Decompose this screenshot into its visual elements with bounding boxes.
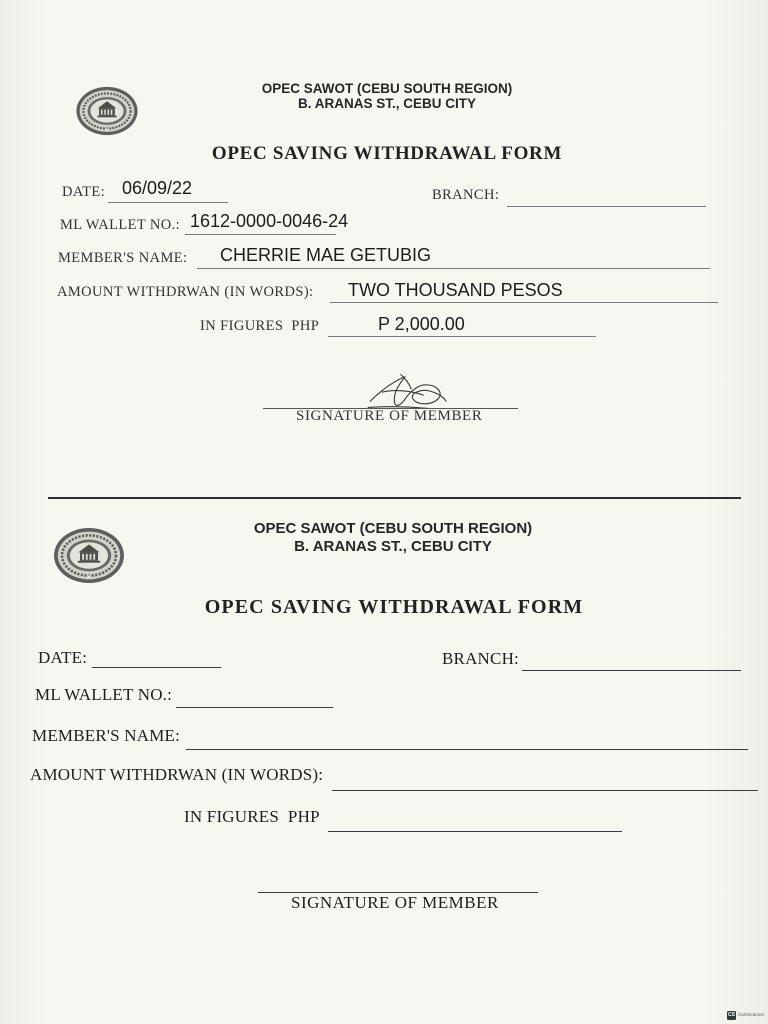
handwritten-signature xyxy=(364,370,448,412)
member-name-line xyxy=(186,749,748,750)
ml-wallet-label: ML WALLET NO.: xyxy=(60,217,181,233)
amount-words-line xyxy=(332,790,758,791)
ml-wallet-label: ML WALLET NO.: xyxy=(35,685,173,704)
camscanner-watermark xyxy=(727,1011,764,1020)
member-name-line xyxy=(197,268,710,269)
member-name-value: CHERRIE MAE GETUBIG xyxy=(220,245,432,265)
form-title: OPEC SAVING WITHDRAWAL FORM xyxy=(211,143,563,164)
amount-words-label: AMOUNT WITHDRWAN (IN WORDS): xyxy=(57,284,314,300)
branch-label: BRANCH: xyxy=(432,187,500,203)
ml-wallet-value: 1612-0000-0046-24 xyxy=(190,211,349,231)
org-address: B. ARANAS ST., CEBU CITY xyxy=(294,538,492,555)
org-name: OPEC SAWOT (CEBU SOUTH REGION) xyxy=(261,81,513,96)
amount-figures-label: IN FIGURES PHP xyxy=(200,318,320,334)
date-label: DATE: xyxy=(38,648,88,667)
date-label: DATE: xyxy=(62,184,106,200)
org-address: B. ARANAS ST., CEBU CITY xyxy=(297,96,476,111)
amount-figures-label: IN FIGURES PHP xyxy=(184,807,320,826)
cut-separator-line xyxy=(48,497,741,499)
date-value: 06/09/22 xyxy=(122,178,193,198)
branch-line xyxy=(507,206,706,207)
opec-seal-logo-icon xyxy=(53,525,125,586)
amount-words-line xyxy=(330,302,718,303)
opec-seal-logo-icon xyxy=(74,86,140,136)
branch-label: BRANCH: xyxy=(442,649,519,668)
camscanner-label: CamScanner xyxy=(738,1012,765,1018)
amount-words-label: AMOUNT WITHDRWAN (IN WORDS): xyxy=(30,765,324,784)
date-line xyxy=(92,667,221,668)
amount-words-value: TWO THOUSAND PESOS xyxy=(348,280,563,300)
branch-line xyxy=(522,670,741,671)
date-line xyxy=(108,202,228,203)
org-name: OPEC SAWOT (CEBU SOUTH REGION) xyxy=(253,520,533,537)
camscanner-icon: CS xyxy=(728,1012,735,1018)
ml-wallet-line xyxy=(185,234,336,235)
amount-figures-line xyxy=(328,831,622,832)
amount-figures-line xyxy=(328,336,596,337)
form-title: OPEC SAVING WITHDRAWAL FORM xyxy=(204,596,584,618)
signature-label: SIGNATURE OF MEMBER xyxy=(296,408,483,424)
member-name-label: MEMBER'S NAME: xyxy=(32,726,181,745)
amount-figures-value: P 2,000.00 xyxy=(378,314,465,334)
member-name-label: MEMBER'S NAME: xyxy=(58,250,188,266)
ml-wallet-line xyxy=(176,707,333,708)
signature-label: SIGNATURE OF MEMBER xyxy=(291,893,499,912)
